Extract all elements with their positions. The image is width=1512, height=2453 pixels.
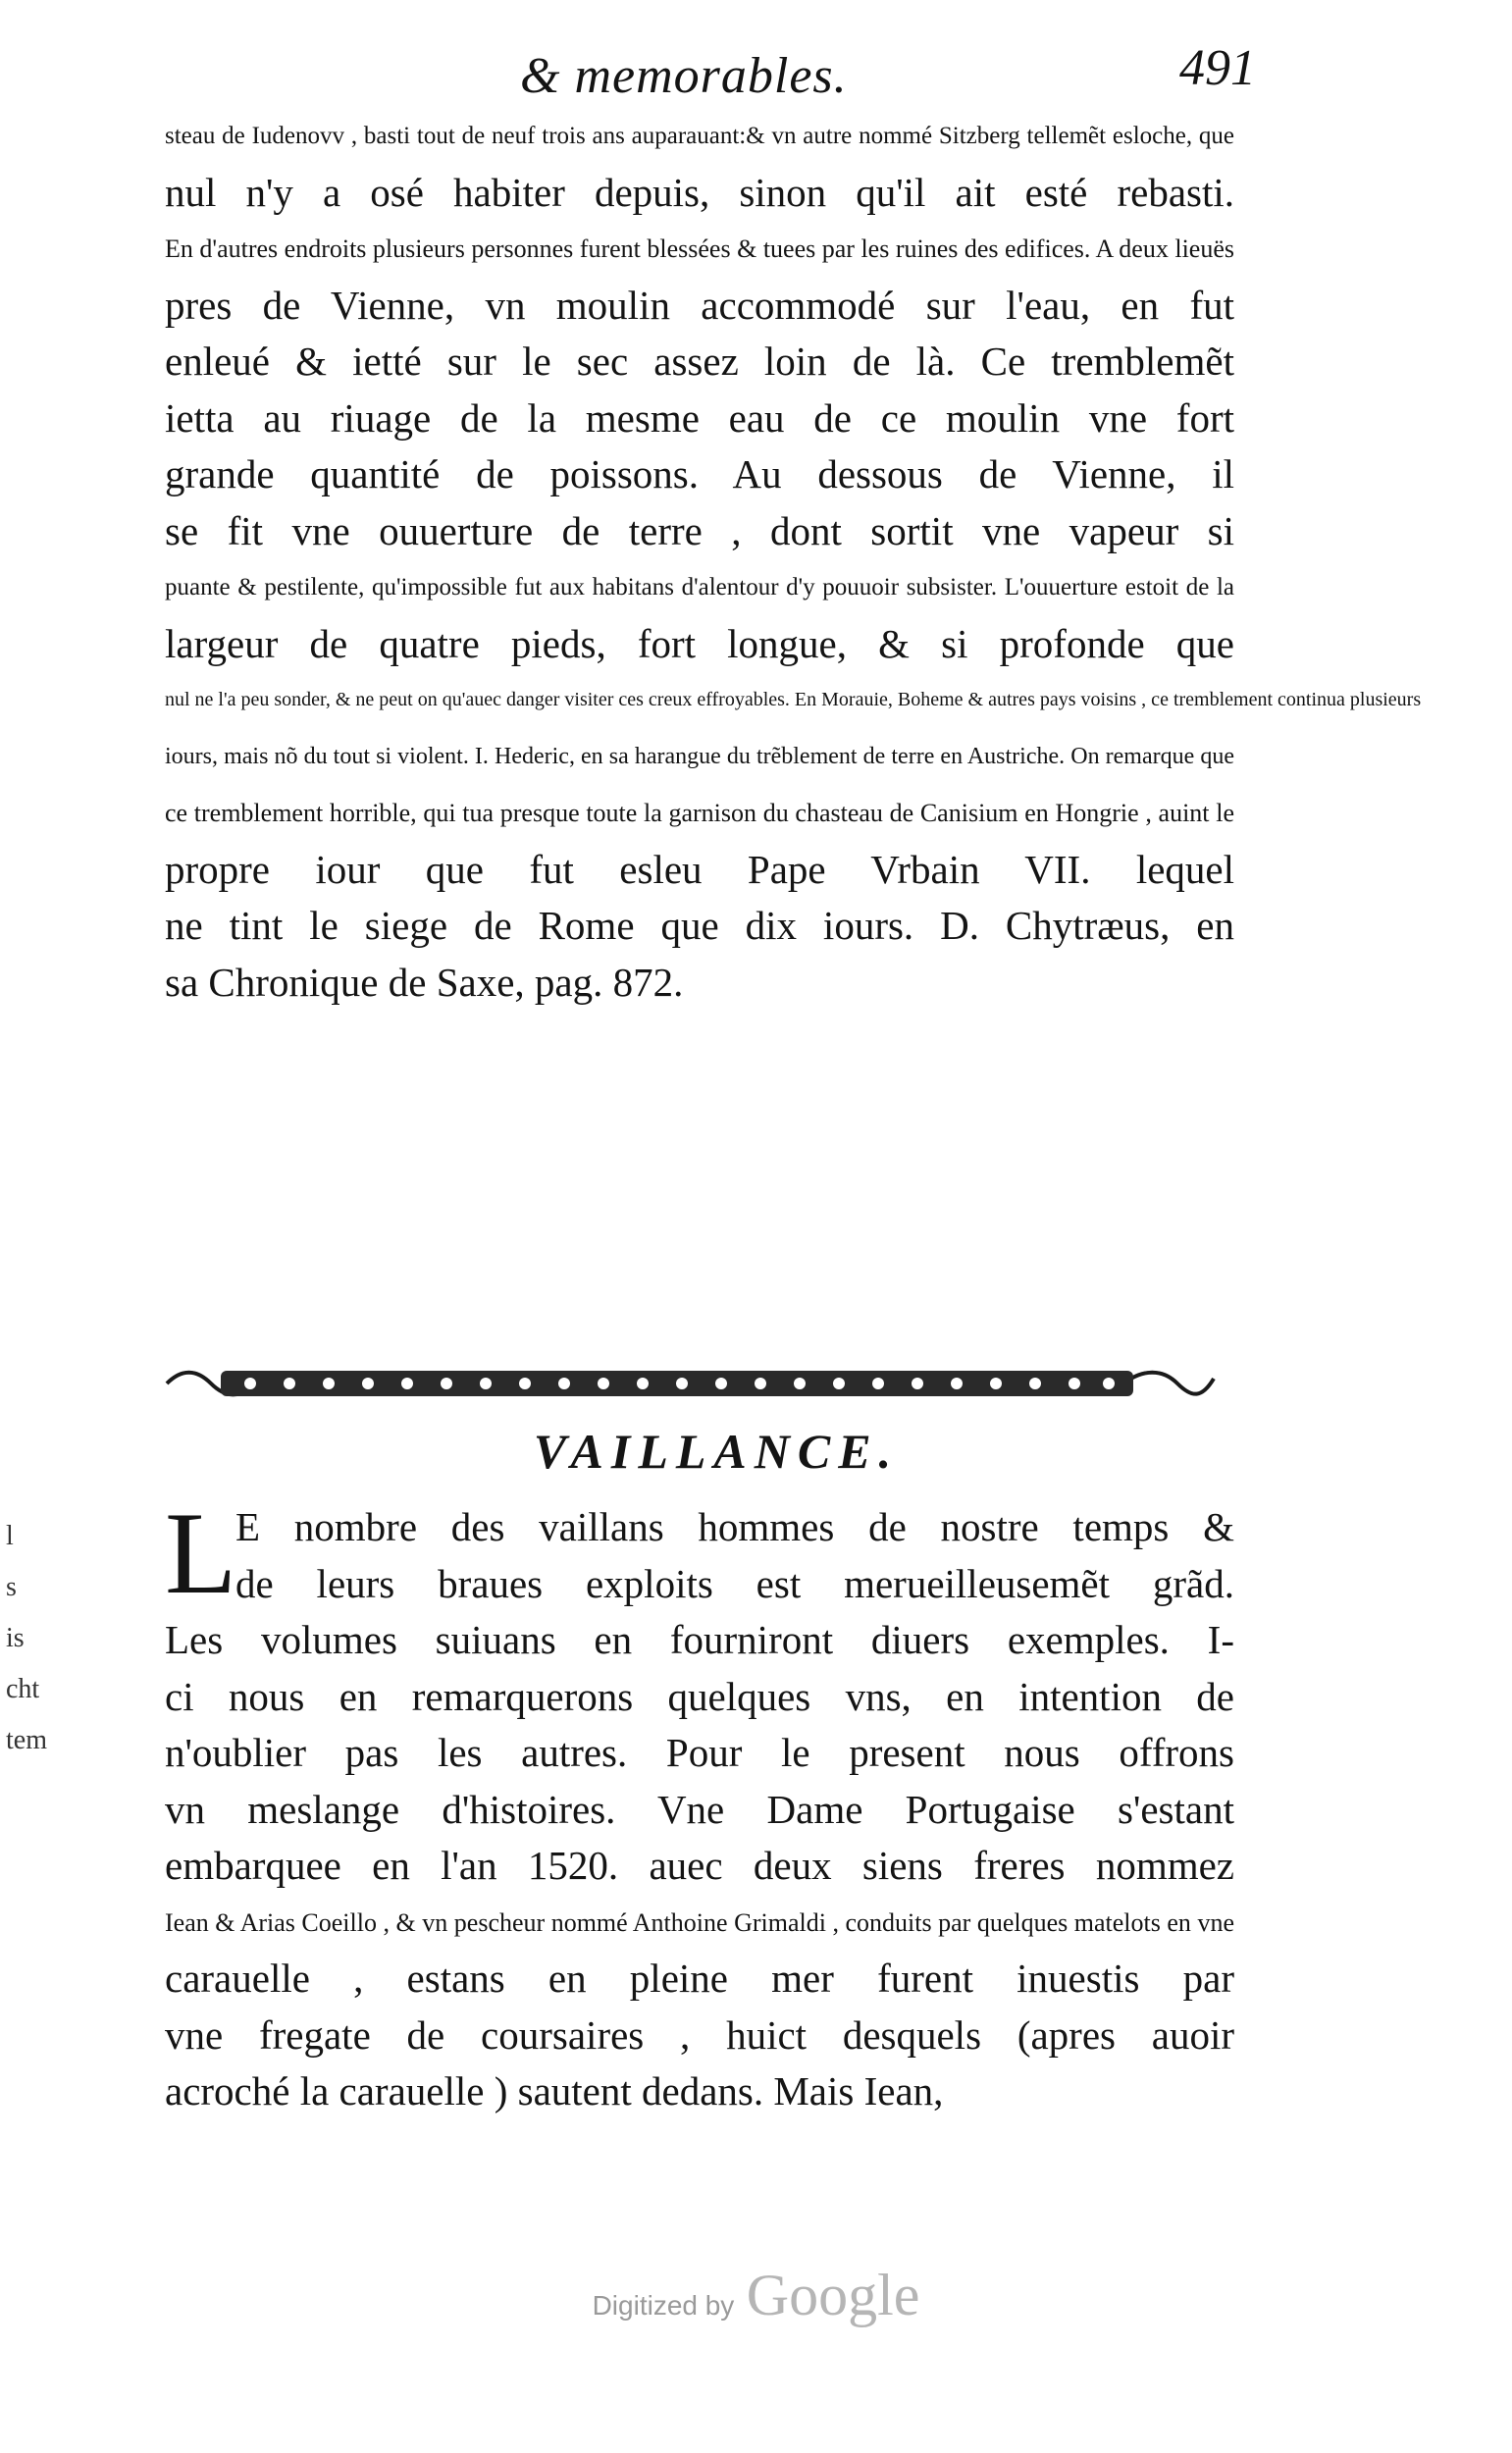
text-line: se fit vne ouuerture de terre , dont sortit vne vapeur si: [165, 507, 1234, 553]
text-line: ietta au riuage de la mesme eau de ce moulin vne fort: [165, 394, 1234, 441]
text-line: de leurs braues exploits est merueilleusemẽt grãd.: [235, 1560, 1234, 1606]
drop-cap: L: [165, 1487, 237, 1618]
margin-marks: [6, 1511, 45, 1766]
text-line: acroché la carauelle ) sautent dedans. Mais Iean,: [165, 2068, 944, 2114]
text-line: sa Chronique de Saxe, pag. 872.: [165, 959, 684, 1005]
text-line: nul n'y a osé habiter depuis, sinon qu'il ait esté rebasti.: [165, 169, 1234, 215]
text-line: n'oublier pas les autres. Pour le present nous offrons: [165, 1730, 1234, 1775]
google-logo: Google: [746, 2263, 920, 2327]
running-title: & memorables.: [520, 48, 848, 104]
text-line: puante & pestilente, qu'impossible fut aux habitans d'alentour d'y pouuoir subsister. L'ouuerture estoit de la: [165, 574, 1234, 600]
text-line: vn meslange d'histoires. Vne Dame Portugaise s'estant: [165, 1786, 1234, 1832]
text-line: iours, mais nõ du tout si violent. I. Hederic, en sa harangue du trẽblement de terre en Austriche. On remarque que: [165, 743, 1234, 769]
margin-mark: s: [6, 1572, 17, 1602]
section-heading: VAILLANCE.: [533, 1424, 900, 1479]
text-line: embarquee en l'an 1520. auec deux siens freres nommez: [165, 1843, 1234, 1888]
digitized-by-watermark: [0, 2262, 1512, 2329]
text-line: largeur de quatre pieds, fort longue, & si profonde que: [165, 620, 1234, 666]
text-line: vne fregate de coursaires , huict desquels (apres auoir: [165, 2011, 1234, 2058]
margin-mark: tem: [6, 1725, 47, 1755]
text-line: Les volumes suiuans en fourniront diuers exemples. I-: [165, 1617, 1234, 1662]
text-line: ci nous en remarquerons quelques vns, en intention de: [165, 1673, 1234, 1719]
text-line: steau de Iudenovv , basti tout de neuf trois ans auparauant:& vn autre nommé Sitzberg tellemẽt esloche, que: [165, 123, 1234, 149]
text-line: ne tint le siege de Rome que dix iours. D. Chytræus, en: [165, 903, 1234, 948]
ornament-divider-icon: [162, 1349, 1217, 1418]
text-line: ce tremblement horrible, qui tua presque toute la garnison du chasteau de Canisium en Hongrie , auint le: [165, 799, 1234, 827]
text-line: En d'autres endroits plusieurs personnes furent blessées & tuees par les ruines des edifices. A deux lieuës: [165, 235, 1234, 263]
margin-mark: l: [6, 1521, 14, 1551]
text-line: carauelle , estans en pleine mer furent inuestis par: [165, 1956, 1234, 2001]
text-line: Iean & Arias Coeillo , & vn pescheur nommé Anthoine Grimaldi , conduits par quelques matelots en vne: [165, 1907, 1234, 1937]
text-line: grande quantité de poissons. Au dessous de Vienne, il: [165, 451, 1234, 496]
page-header: [491, 29, 1256, 118]
margin-mark: is: [6, 1623, 25, 1653]
digitized-label: Digitized by: [592, 2290, 735, 2321]
margin-mark: cht: [6, 1674, 40, 1704]
text-line: nul ne l'a peu sonder, & ne peut on qu'auec danger visiter ces creux effroyables. En Morauie, Boheme & autres pays voisins , ce tremblement continua plusieurs: [165, 689, 1422, 710]
text-block-vaillance: [165, 1487, 1234, 2120]
text-line: enleué & ietté sur le sec assez loin de là. Ce tremblemẽt: [165, 339, 1234, 384]
text-line: pres de Vienne, vn moulin accommodé sur l'eau, en fut: [165, 282, 1234, 328]
text-line: E nombre des vaillans hommes de nostre temps &: [235, 1504, 1234, 1549]
page-number: 491: [1179, 40, 1256, 96]
text-block-earthquake: [165, 108, 1422, 1011]
text-line: propre iour que fut esleu Pape Vrbain VII. lequel: [165, 846, 1234, 892]
